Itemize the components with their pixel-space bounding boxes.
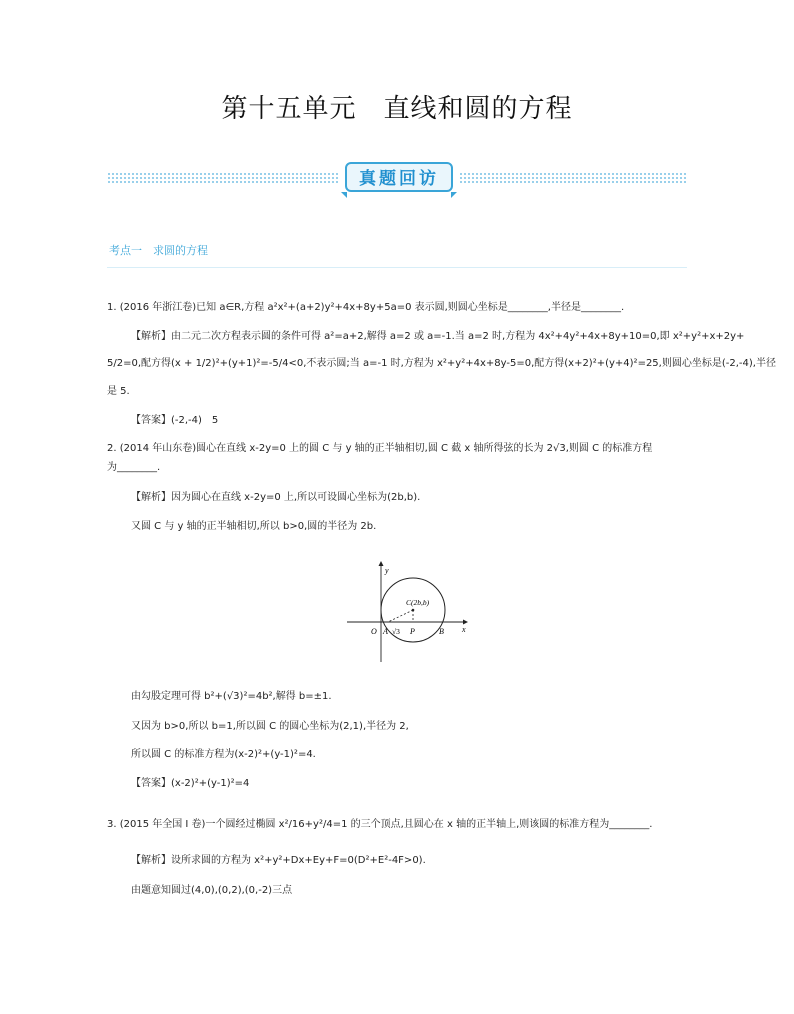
- page-title: 第十五单元 直线和圆的方程: [221, 94, 573, 124]
- q2-analysis-line-5: 所以圆 C 的标准方程为(x-2)²+(y-1)²=4.: [131, 749, 316, 760]
- x-axis-arrow-icon: [463, 620, 468, 625]
- question-2-line-1: 2. (2014 年山东卷)圆心在直线 x-2y=0 上的圆 C 与 y 轴的正半轴相切,圆 C 截 x 轴所得弦的长为 2√3,则圆 C 的标准方程: [107, 443, 653, 454]
- y-axis-label: y: [385, 566, 389, 575]
- origin-label: O: [371, 627, 377, 636]
- q1-analysis-line-3: 是 5.: [107, 386, 130, 397]
- section-heading: 考点一 求圆的方程: [109, 244, 208, 257]
- point-a-label: A: [383, 627, 388, 636]
- question-1: 1. (2016 年浙江卷)已知 a∈R,方程 a²x²+(a+2)y²+4x+8y+5a=0 表示圆,则圆心坐标是________,半径是________.: [107, 302, 625, 313]
- q2-analysis-line-1: 【解析】因为圆心在直线 x-2y=0 上,所以可设圆心坐标为(2b,b).: [131, 492, 421, 503]
- banner-dots-left: [107, 172, 339, 184]
- q2-analysis-line-3: 由勾股定理可得 b²+(√3)²=4b²,解得 b=±1.: [131, 691, 332, 702]
- x-axis-label: x: [462, 625, 466, 634]
- question-3: 3. (2015 年全国 Ⅰ 卷)一个圆经过椭圆 x²/16+y²/4=1 的三个顶点,且圆心在 x 轴的正半轴上,则该圆的标准方程为________.: [107, 819, 653, 830]
- banner-dots-right: [459, 172, 687, 184]
- q1-analysis-line-2: 5/2=0,配方得(x + 1/2)²+(y+1)²=-5/4<0,不表示圆;当 a=-1 时,方程为 x²+y²+4x+8y-5=0,配方得(x+2)²+(y+4)²=25,则圆心坐标是(-2,-4),半径: [107, 358, 776, 369]
- q1-analysis-line-1: 【解析】由二元二次方程表示圆的条件可得 a²=a+2,解得 a=2 或 a=-1.当 a=2 时,方程为 4x²+4y²+4x+8y+10=0,即 x²+y²+x+2y+: [131, 331, 745, 342]
- point-p-label: P: [410, 627, 415, 636]
- circle-diagram: [343, 560, 471, 668]
- point-b-label: B: [439, 627, 444, 636]
- radius-to-a: [388, 610, 413, 622]
- section-divider: [107, 267, 687, 268]
- y-axis-arrow-icon: [379, 561, 384, 566]
- q3-analysis-line-2: 由题意知圆过(4,0),(0,2),(0,-2)三点: [131, 885, 293, 896]
- q2-analysis-line-4: 又因为 b>0,所以 b=1,所以圆 C 的圆心坐标为(2,1),半径为 2,: [131, 721, 409, 732]
- q2-analysis-line-2: 又圆 C 与 y 轴的正半轴相切,所以 b>0,圆的半径为 2b.: [131, 521, 377, 532]
- q3-analysis-line-1: 【解析】设所求圆的方程为 x²+y²+Dx+Ey+F=0(D²+E²-4F>0).: [131, 855, 426, 866]
- banner-label: 真题回访: [345, 162, 453, 192]
- center-label: C(2b,b): [406, 598, 430, 607]
- question-2-line-2: 为________.: [107, 462, 161, 473]
- q2-answer: 【答案】(x-2)²+(y-1)²=4: [131, 778, 250, 789]
- sqrt3-label: √3: [392, 627, 400, 636]
- section-banner: [107, 160, 687, 196]
- center-point: [412, 609, 415, 612]
- q1-answer: 【答案】(-2,-4) 5: [131, 415, 219, 426]
